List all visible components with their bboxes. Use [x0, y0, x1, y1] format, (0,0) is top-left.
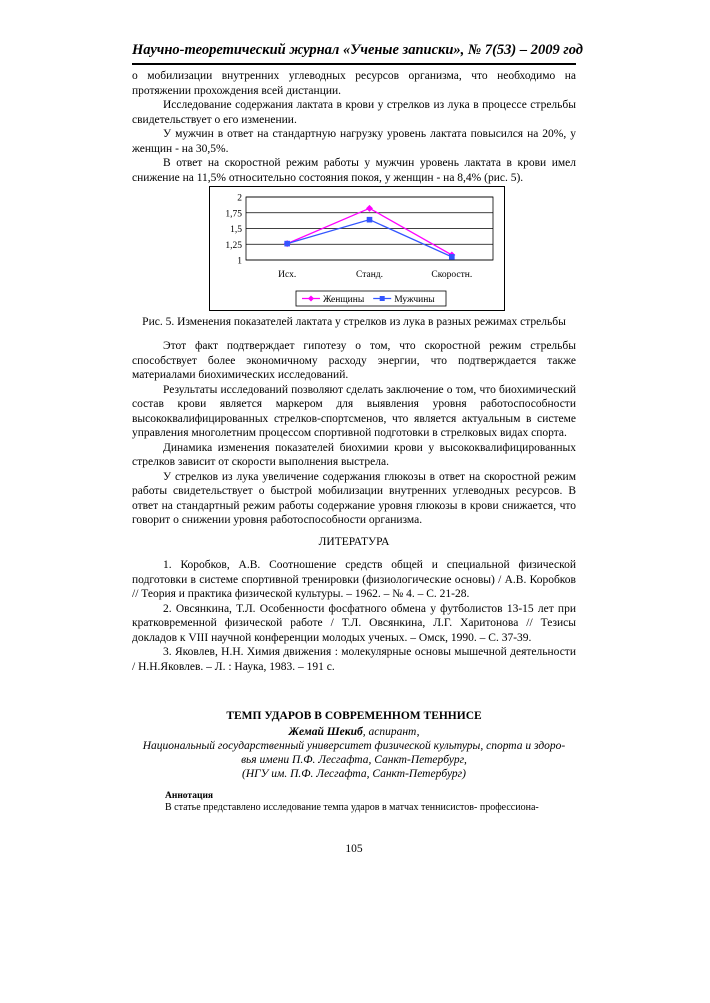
paragraph: Этот факт подтверждает гипотезу о том, что скоростной режим стрельбы способствует более экономичному расходу энергии, что подтверждается также материалами биохимических исследований. [132, 340, 576, 381]
y-tick-label: 1,25 [225, 240, 242, 251]
page-number: 105 [345, 843, 363, 855]
author-role: , аспирант, [362, 726, 420, 738]
paragraph: В ответ на скоростной режим работы у мужчин уровень лактата в крови имел снижение на 11,5% относительно состояния покоя, у женщин - на 8,4% (рис. 5). [132, 157, 576, 184]
y-tick-label: 1 [237, 256, 242, 267]
data-point [284, 241, 290, 247]
x-tick-label: Станд. [356, 270, 383, 280]
header-divider [132, 63, 576, 65]
x-tick-label: Исх. [278, 270, 297, 280]
affiliation-short: (НГУ им. П.Ф. Лесгафта, Санкт-Петербург) [242, 768, 466, 780]
lactate-chart [209, 186, 505, 311]
figure-caption: Рис. 5. Изменения показателей лактата у стрелков из лука в разных режимах стрельбы [142, 316, 566, 328]
paragraph: У стрелков из лука увеличение содержания глюкозы в ответ на скоростной режим работы свидетельствует о быстрой мобилизации внутренних углеводных ресурсов. В ответ на стандартный режим работы содержание уровня глюкозы в крови снижается, что говорит о снижении уровня работоспособности организма. [132, 470, 576, 526]
reference-item: 2. Овсянкина, Т.Л. Особенности фосфатного обмена у футболистов 13-15 лет при кратковременной физической работе / Т.Л. Овсянкина, Л.Г. Харитонова // Тезисы докладов к VIII научной конференции молодых ученых. – Омск, 1990. – С. 37-39. [132, 602, 576, 644]
y-tick-label: 1,75 [225, 209, 242, 220]
reference-list [132, 558, 576, 674]
y-tick-label: 2 [237, 193, 242, 204]
paragraph: Динамика изменения показателей биохимии крови у высококвалифицированных стрелков зависит от скорости выполнения выстрела. [132, 441, 576, 468]
x-tick-label: Скоростн. [431, 270, 473, 280]
legend-label: Мужчины [394, 295, 435, 305]
author-name: Жемай Шекиб [288, 726, 363, 738]
paragraph: о мобилизации внутренних углеводных ресурсов организма, что необходимо на протяжении прохождения всей дистанции. [132, 70, 576, 97]
literature-heading: ЛИТЕРАТУРА [318, 536, 390, 548]
article-title: ТЕМП УДАРОВ В СОВРЕМЕННОМ ТЕННИСЕ [226, 710, 482, 722]
reference-item: 3. Яковлев, Н.Н. Химия движения : молекулярные основы мышечной деятельности / Н.Н.Яковлев. – Л. : Наука, 1983. – 191 с. [132, 646, 576, 673]
legend-label: Женщины [323, 295, 365, 305]
paragraph: Исследование содержания лактата в крови у стрелков из лука в процессе стрельбы свидетельствует о его изменении. [132, 99, 576, 126]
data-point [367, 217, 373, 223]
y-tick-label: 1,5 [230, 225, 242, 235]
series-line [287, 220, 452, 257]
author-line [132, 725, 576, 740]
series-line [287, 208, 452, 255]
paragraph: У мужчин в ответ на стандартную нагрузку уровень лактата повысился на 20%, у женщин - на 30,5%. [132, 128, 576, 155]
annotation-heading: Аннотация [165, 791, 214, 801]
data-point [366, 205, 373, 212]
legend-marker [380, 296, 385, 301]
affiliation-line: Национальный государственный университет физической культуры, спорта и здоро- [142, 740, 566, 752]
paragraph: Результаты исследований позволяют сделать заключение о том, что биохимический состав крови является маркером для выявления уровня работоспособности высококвалифицированных стрелков-спортсменов, что является актуальным в системе управления многолетним процессом спортивной подготовки в стрелковых видах спорта. [132, 383, 576, 439]
annotation-text: В статье представлено исследование темпа ударов в матчах теннисистов- профессиона- [165, 802, 539, 813]
body-text [132, 339, 576, 528]
affiliation-line: вья имени П.Ф. Лесгафта, Санкт-Петербург, [241, 754, 467, 766]
line-chart-svg [210, 187, 504, 310]
intro-text [132, 69, 576, 185]
data-point [449, 254, 455, 260]
journal-header: Научно-теоретический журнал «Ученые записки», № 7(53) – 2009 год [132, 42, 583, 58]
reference-item: 1. Коробков, А.В. Соотношение средств общей и специальной физической подготовки в системе спортивной тренировки (физиологические основы) / А.В. Коробков // Теория и практика физической культуры. – 1962. – № 4. – С. 21-28. [132, 559, 576, 600]
